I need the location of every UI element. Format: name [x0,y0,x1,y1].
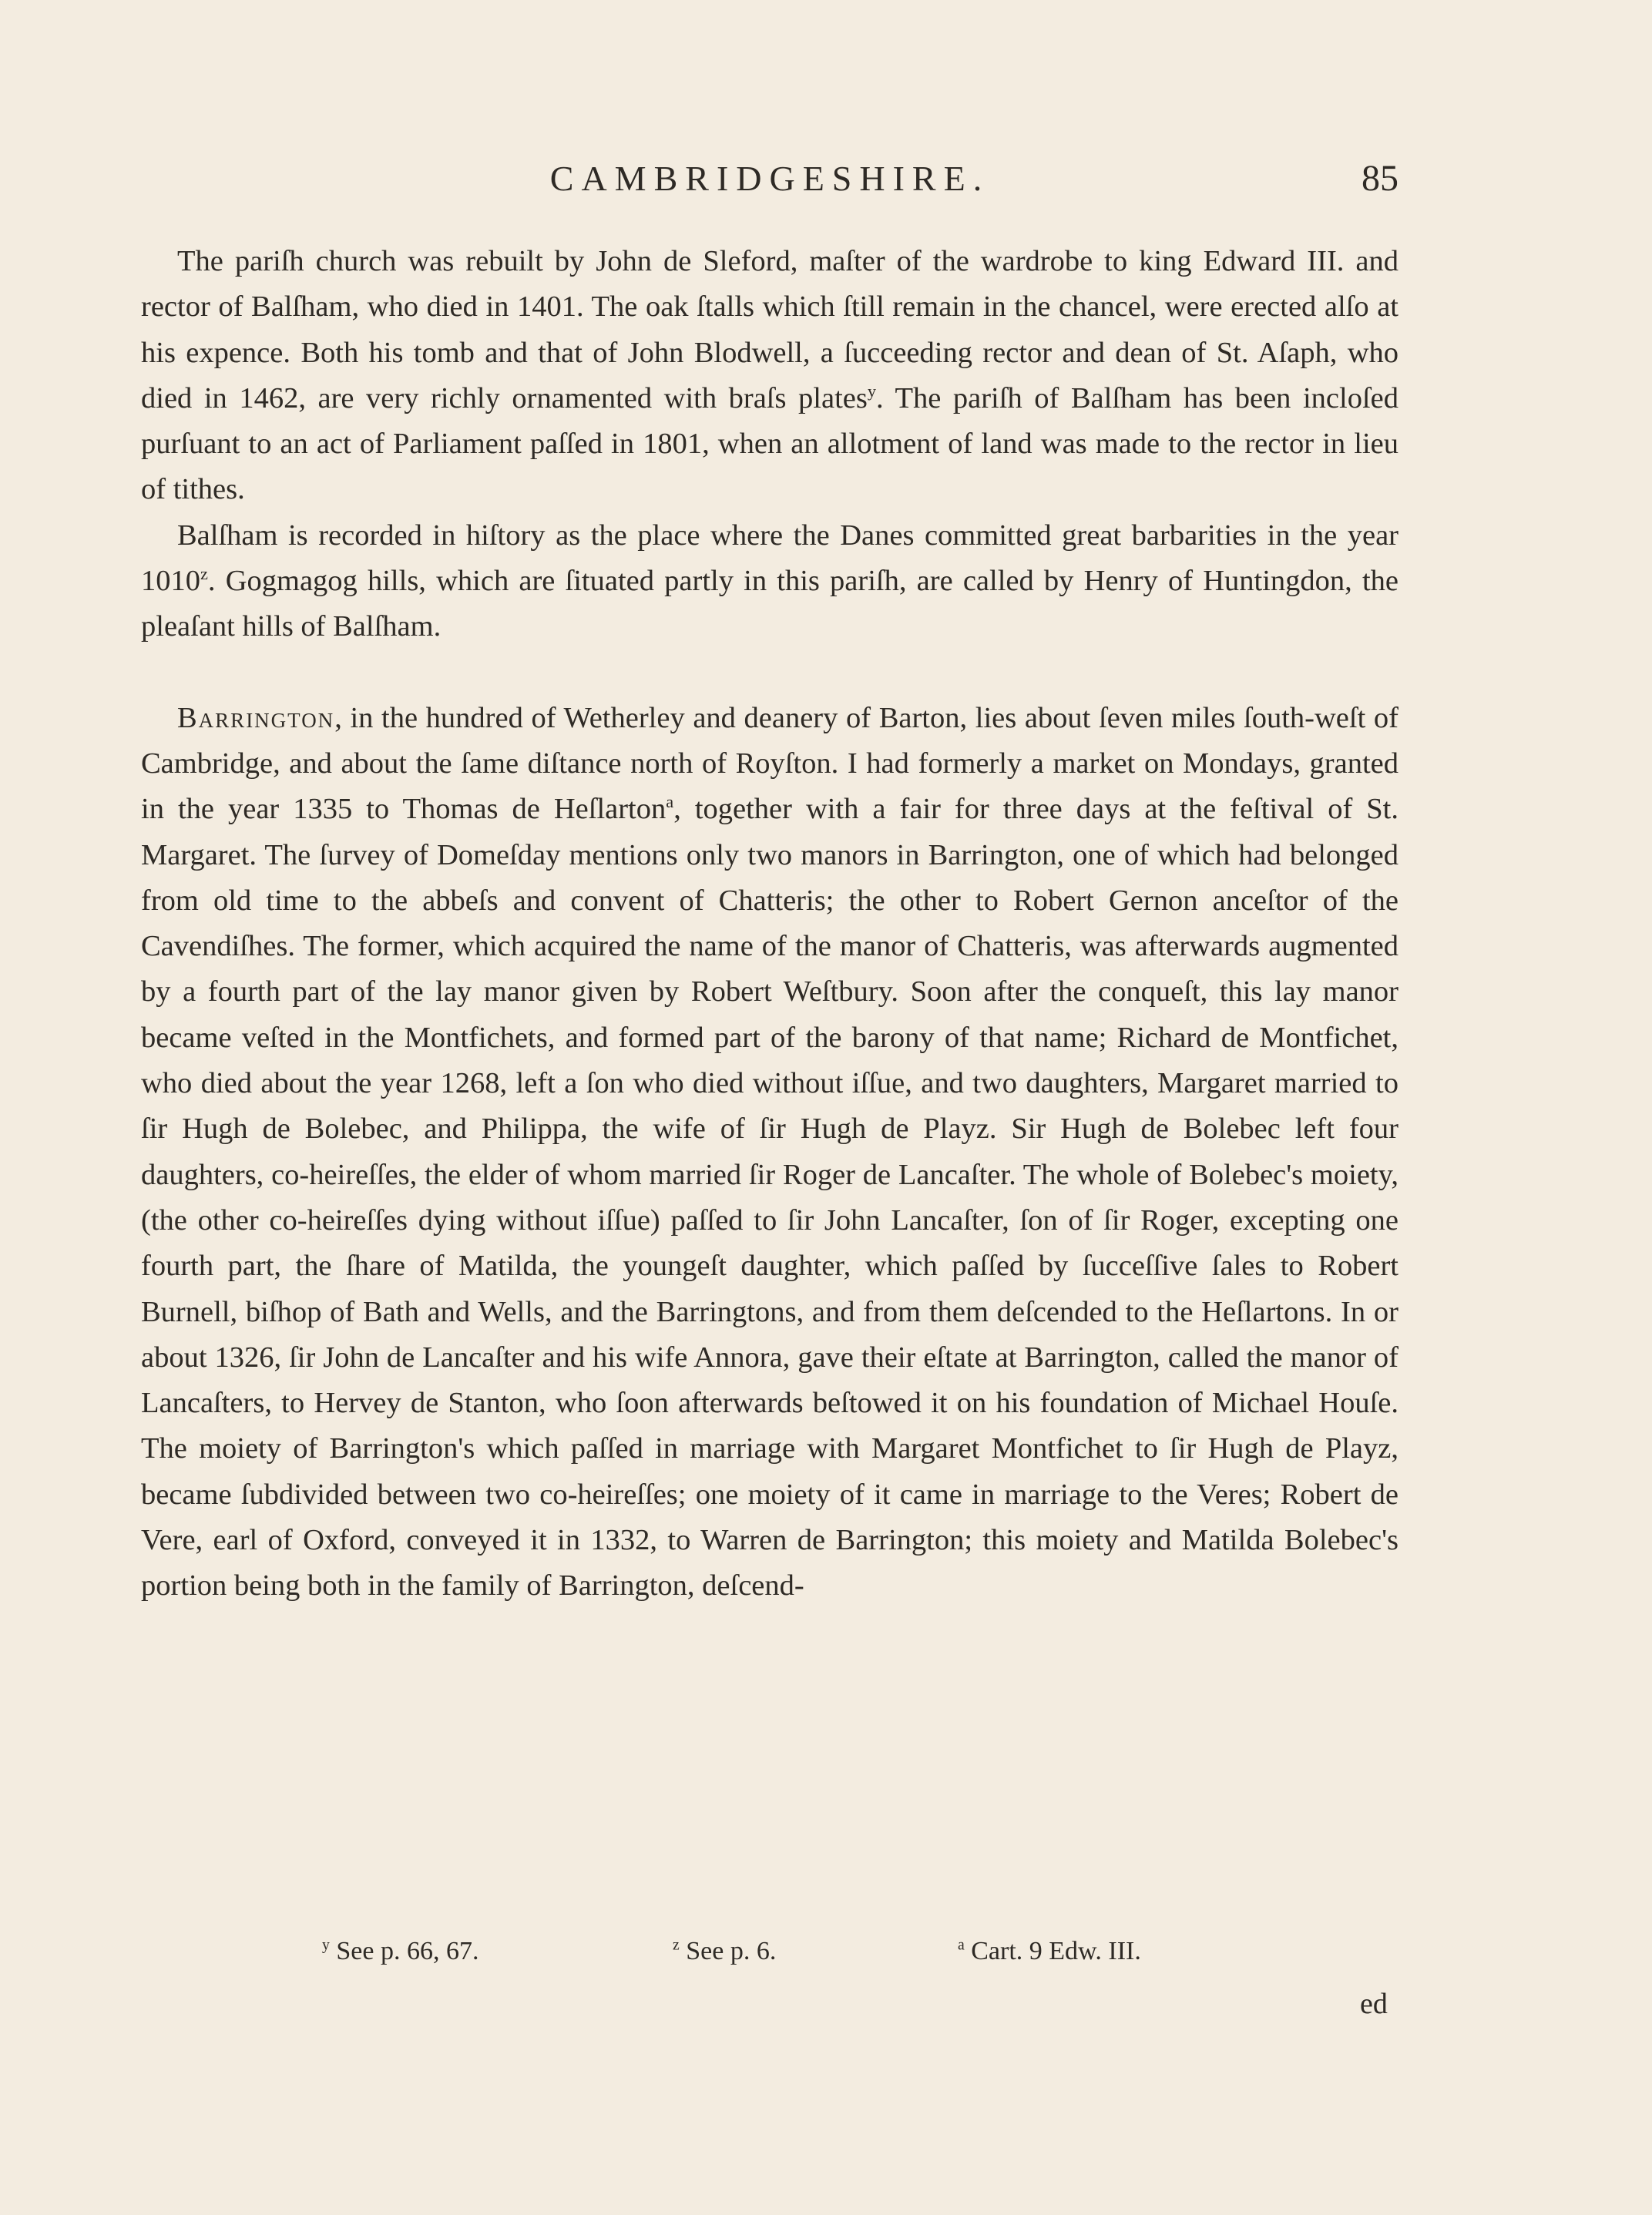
paragraph-text: . Gogmagog hills, which are ſituated partly in this pariſh, are called by Henry of Huntingdon, the pleaſant hills of Balſham. [141,565,1398,643]
footnote-z [673,1930,776,1973]
paragraph-text: The pariſh church was rebuilt by John de Sleford, maſter of the wardrobe to king Edward III. and rector of Balſham, who died in 1401. The oak ſtalls which ſtill remain in the chancel, were erected alſo at his expence. Both his tomb and that of John Blodwell, a ſucceeding rector and dean of St. Aſaph, who died in 1462, are very richly ornamented with braſs plates [141,245,1398,414]
footnotes [141,1930,1398,1973]
running-title: CAMBRIDGESHIRE. [549,159,990,198]
footnote-text: See p. 6. [686,1937,777,1965]
paragraph-text: . The pariſh of Balſham has been incloſed purſuant to an act of Parliament paſſed in 1801, when an allotment of land was made to the rector in lieu of tithes. [141,381,1398,506]
footnote-text: Cart. 9 Edw. III. [971,1937,1141,1965]
paragraph-text: , together with a fair for three days at the feſtival of St. Margaret. The ſurvey of Domeſday mentions only two manors in Barrington, one of which had belonged from old time to the abbeſs and convent of Chatteris; the other to Robert Gernon anceſtor of the Cavendiſhes. The former, which acquired the name of the manor of Chatteris, was afterwards augmented by a fourth part of the lay manor given by Robert Weſtbury. Soon after the conqueſt, this lay manor became veſted in the Montfichets, and formed part of the barony of that name; Richard de Montfichet, who died about the year 1268, left a ſon who died without iſſue, and two daughters, Margaret married to ſir Hugh de Bolebec, and Philippa, the wife of ſir Hugh de Playz. Sir Hugh de Bolebec left four daughters, co-heireſſes, the elder of whom married ſir Roger de Lancaſter. The whole of Bolebec's moiety, (the other co-heireſſes dying without iſſue) paſſed to ſir John Lancaſter, ſon of ſir Roger, excepting one fourth part, the ſhare of Matilda, the youngeſt daughter, which paſſed by ſucceſſive ſales to Robert Burnell, biſhop of Bath and Wells, and the Barringtons, and from them deſcended to the Heſlartons. In or about 1326, ſir John de Lancaſter and his wife Annora, gave their eſtate at Barrington, called the manor of Lancaſters, to Hervey de Stanton, who ſoon afterwards beſtowed it on his foundation of Michael Houſe. The moiety of Barrington's which paſſed in marriage with Margaret Montfichet to ſir Hugh de Playz, became ſubdivided between two co-heireſſes; one moiety of it came in marriage to the Veres; Robert de Vere, earl of Oxford, conveyed it in 1332, to Warren de Barrington; this moiety and Matilda Bolebec's portion being both in the family of Barrington, deſcend- [141,793,1398,1603]
body-text [141,239,1398,1609]
paragraph-text: Balſham is recorded in hiſtory as the place where the Danes committed great barbarities in the year 1010 [141,519,1398,598]
footnote-a [958,1930,1141,1973]
paragraph-balsham-church [141,239,1398,513]
paragraph-barrington [141,696,1398,1609]
footnote-ref-y: y [867,381,877,401]
page-header [141,154,1398,203]
footnote-mark: a [958,1936,965,1954]
footnote-ref-z: z [200,564,208,584]
footnote-y [322,1930,478,1973]
paragraph-text: , in the hundred of Wetherley and deanery of Barton, lies about ſeven miles ſouth-weſt of Cambridge, and about the ſame diſtance north of Royſton. I had formerly a market on Mondays, granted in the year 1335 to Thomas de Heſlarton [141,701,1398,826]
footnote-mark: y [322,1936,330,1954]
footnote-text: See p. 66, 67. [336,1937,479,1965]
catchword: ed [1360,1988,1388,2020]
footnote-ref-a: a [666,792,674,812]
section-gap [141,650,1398,696]
page-number: 85 [1362,158,1398,199]
footnote-mark: z [673,1936,680,1954]
paragraph-balsham-history [141,513,1398,650]
place-heading: Barrington [177,701,335,734]
